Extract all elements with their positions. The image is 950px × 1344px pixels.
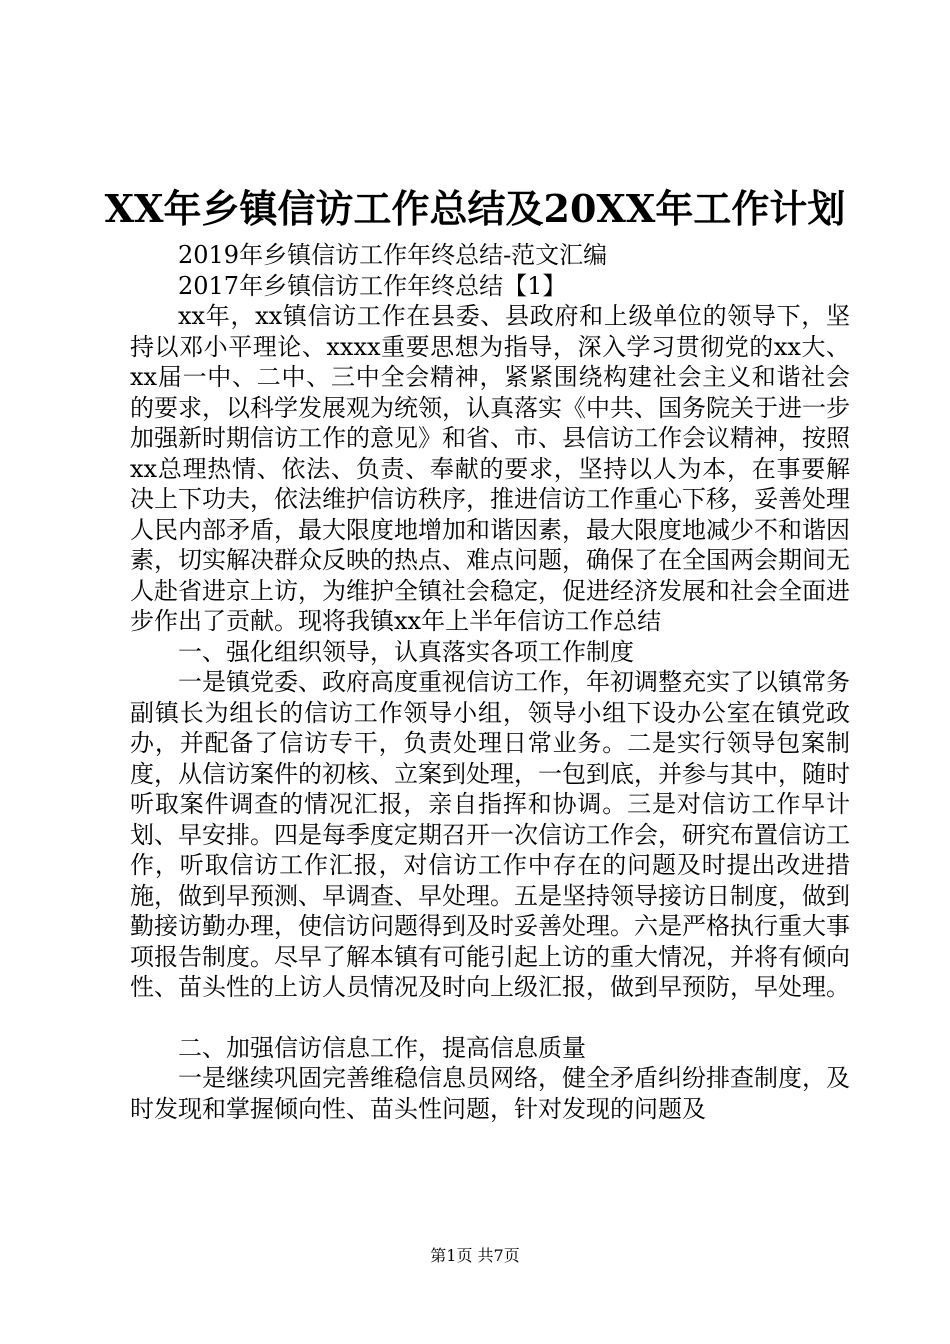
section-heading: 二、加强信访信息工作，提高信息质量	[178, 1033, 586, 1062]
subtitle-paragraph: 2019年乡镇信访工作年终总结-范文汇编	[178, 241, 608, 269]
page-indicator: 第1页 共7页	[430, 1246, 520, 1265]
section-heading: 一、强化组织领导，认真落实各项工作制度	[178, 637, 634, 666]
document-title: XX年乡镇信访工作总结及20XX年工作计划	[104, 186, 846, 231]
body-paragraph: 一是继续巩固完善维稳信息员网络，健全矛盾纠纷排查制度，及时发现和掌握倾向性、苗头性问题，针对发现的问题及	[130, 1064, 850, 1123]
body-paragraph: xx年，xx镇信访工作在县委、县政府和上级单位的领导下，坚持以邓小平理论、xxxx重要思想为指导，深入学习贯彻党的xx大、xx届一中、二中、三中全会精神，紧紧围绕构建社会主义和谐社会的要求，以科学发展观为统领，认真落实《中共、国务院关于进一步加强新时期信访工作的意见》和省、市、县信访工作会议精神，按照xx总理热情、依法、负责、奉献的要求，坚持以人为本，在事要解决上下功夫，依法维护信访秩序，推进信访工作重心下移，妥善处理人民内部矛盾，最大限度地增加和谐因素，最大限度地减少不和谐因素，切实解决群众反映的热点、难点问题，确保了在全国两会期间无人赴省进京上访，为维护全镇社会稳定，促进经济发展和社会全面进步作出了贡献。现将我镇xx年上半年信访工作总结	[130, 302, 850, 635]
document-body	[130, 240, 850, 1124]
body-paragraph: 一是镇党委、政府高度重视信访工作，年初调整充实了以镇常务副镇长为组长的信访工作领导小组，领导小组下设办公室在镇党政办，并配备了信访专干，负责处理日常业务。二是实行领导包案制度，从信访案件的初核、立案到处理，一包到底，并参与其中，随时听取案件调查的情况汇报，亲自指挥和协调。三是对信访工作早计划、早安排。四是每季度定期召开一次信访工作会，研究布置信访工作，听取信访工作汇报，对信访工作中存在的问题及时提出改进措施，做到早预测、早调查、早处理。五是坚持领导接访日制度，做到勤接访勤办理，使信访问题得到及时妥善处理。六是严格执行重大事项报告制度。尽早了解本镇有可能引起上访的重大情况，并将有倾向性、苗头性的上访人员情况及时向上级汇报，做到早预防，早处理。	[130, 668, 850, 1001]
section-heading: 2017年乡镇信访工作年终总结【1】	[178, 271, 567, 300]
